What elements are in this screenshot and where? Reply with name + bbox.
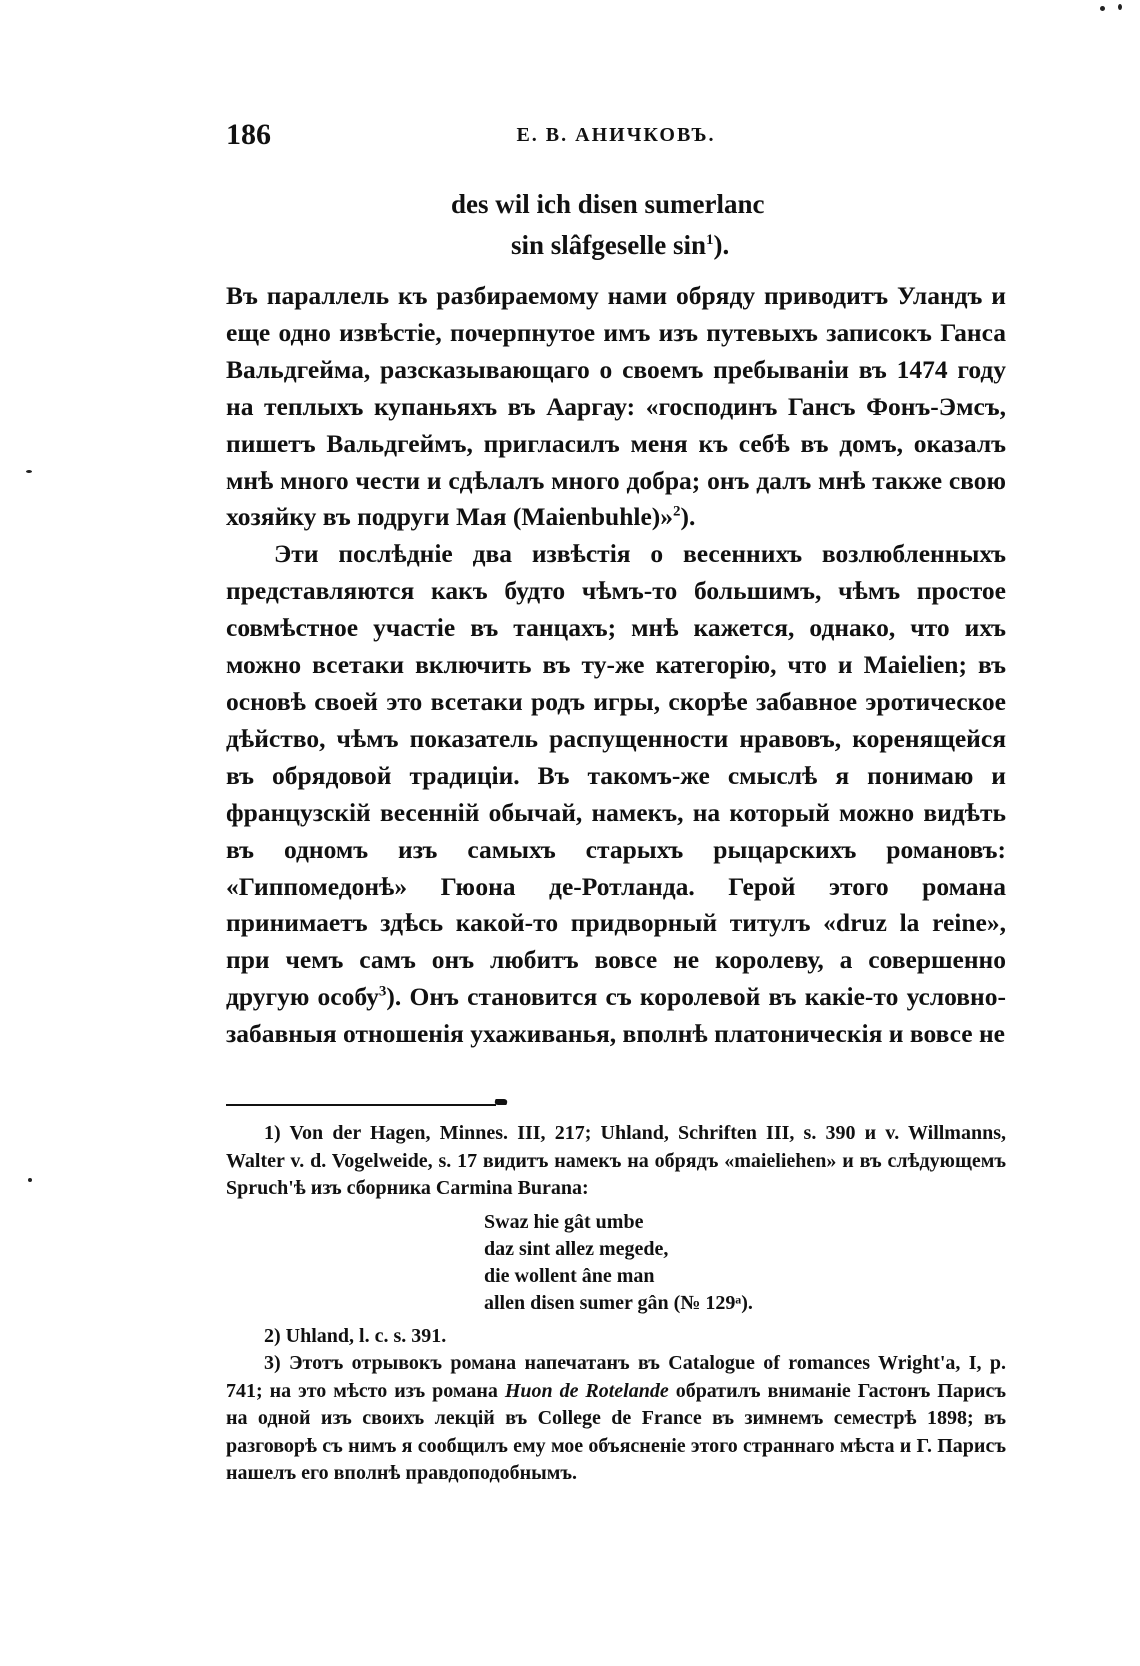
poem-line: die wollent âne man xyxy=(484,1264,655,1287)
footnote-3-text: 3) Этотъ отрывокъ романа напечатанъ въ Catalogue of romances Wright'a, I, p. 741; на это мѣсто изъ романа xyxy=(226,1352,1006,1402)
verse-line-2-close: ). xyxy=(713,230,730,260)
paragraph-1-text: Въ параллель къ разбираемому нами обряду приводитъ Уландъ и еще одно извѣстіе, почерпнутое имъ изъ путевыхъ записокъ Ганса Вальдгейма, разсказывающаго о своемъ пребываніи въ 1474 году на теплыхъ купаньяхъ въ Ааргау: «господинъ Гансъ Фонъ-Эмсъ, пишетъ Вальдгеймъ, пригласилъ меня къ себѣ въ домъ, оказалъ мнѣ много чести и сдѣлалъ много добра; онъ далъ мнѣ также свою хозяйку въ подруги Мая (Maienbuhle)» xyxy=(226,281,1006,532)
poem-line: Swaz hie gât umbe xyxy=(484,1210,644,1233)
footnote-3-continuation: обратилъ вниманіе Гастонъ Парисъ на одной изъ своихъ лекцій въ College de France въ зимнемъ семестрѣ 1898; въ разговорѣ съ нимъ я сообщилъ ему мое объясненіе этого страннаго мѣста и Г. Парисъ нашелъ его вполнѣ правдоподобнымъ. xyxy=(226,1379,1006,1484)
scan-speck xyxy=(1118,4,1122,10)
footnote-ref-1: 1 xyxy=(706,232,714,248)
verse-quote xyxy=(226,184,1006,266)
scan-speck xyxy=(28,1178,32,1182)
footnote-1: 1) Von der Hagen, Minnes. III, 217; Uhland, Schriften III, s. 390 и v. Willmanns, Walter v. d. Vogelweide, s. 17 видитъ намекъ на обрядъ «maieliehen» и въ слѣдующемъ Spruch'ѣ изъ сборника Carmina Burana: xyxy=(226,1122,1006,1199)
poem-line: allen disen sumer gân (№ 129ᵃ). xyxy=(484,1291,753,1314)
footnote-ref-3: 3 xyxy=(378,983,387,1000)
footnote-1-poem xyxy=(484,1209,1006,1317)
footnote-ref-2: 2 xyxy=(673,503,681,520)
page-header xyxy=(226,118,1006,158)
footnotes xyxy=(226,1120,1006,1488)
running-title: Е. В. АНИЧКОВЪ. xyxy=(516,124,716,146)
scan-speck xyxy=(26,470,32,473)
paragraph-2 xyxy=(226,536,1006,1053)
main-text xyxy=(226,278,1006,1053)
footnote-3 xyxy=(226,1350,1006,1488)
footnote-divider xyxy=(226,1104,496,1106)
verse-line-2-text: sin slâfgeselle sin xyxy=(511,230,707,260)
verse-line-2 xyxy=(226,225,1006,266)
page-number: 186 xyxy=(226,118,271,151)
paragraph-1 xyxy=(226,278,1006,536)
scan-speck xyxy=(1100,6,1105,11)
footnote-2: 2) Uhland, l. c. s. 391. xyxy=(264,1324,447,1347)
poem-line: daz sint allez megede, xyxy=(484,1237,669,1260)
paragraph-2-text: Эти послѣдніе два извѣстія о весеннихъ возлюбленныхъ представляются какъ будто чѣмъ-то большимъ, чѣмъ простое совмѣстное участіе въ танцахъ; мнѣ кажется, однако, что ихъ можно всетаки включить въ ту-же категорію, что и Maielien; въ основѣ своей это всетаки родъ игры, скорѣе забавное эротическое дѣйство, чѣмъ показатель распущенности нравовъ, коренящейся въ обрядовой традиціи. Въ такомъ-же смыслѣ я понимаю и французскій весенній обычай, намекъ, на который можно видѣть въ одномъ изъ самыхъ старыхъ рыцарскихъ романовъ: «Гиппомедонѣ» Гюона де-Ротланда. Герой этого романа принимаетъ здѣсь какой-то придворный титулъ «druz la reine», при чемъ самъ онъ любитъ вовсе не королеву, а совершенно другую особу xyxy=(226,539,1006,1012)
paragraph-1-close: ). xyxy=(680,502,696,532)
footnote-divider-mark xyxy=(492,1099,509,1105)
verse-line-1: des wil ich disen sumerlanc xyxy=(451,189,765,219)
footnote-3-work-title: Huon de Rotelande xyxy=(504,1379,669,1402)
paragraph-2-continuation: ). Онъ становится съ королевой въ какіе-то условно-забавныя отношенія ухаживанья, вполнѣ платоническія и вовсе не xyxy=(226,982,1006,1049)
